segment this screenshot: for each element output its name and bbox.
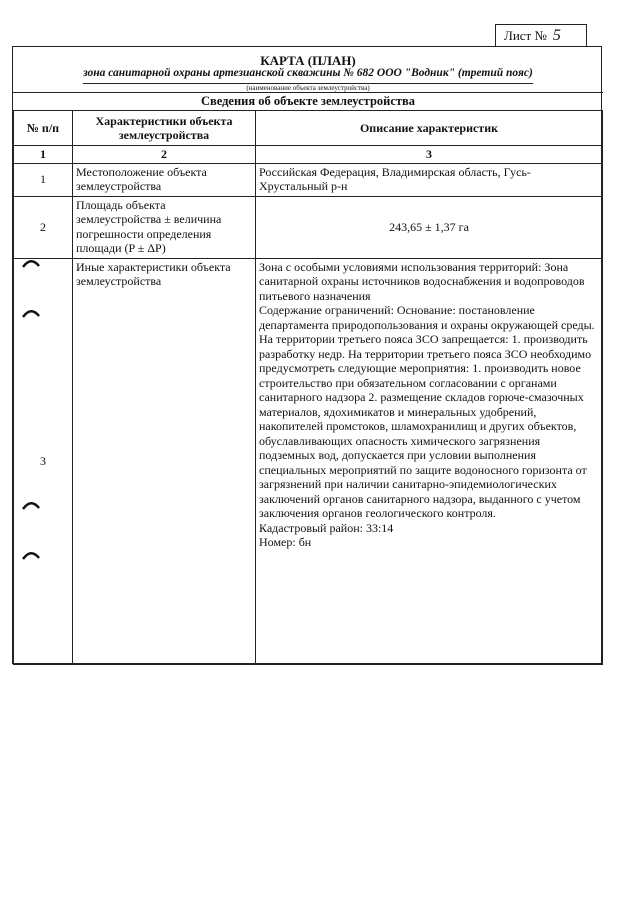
table-row <box>14 258 603 664</box>
header-divider <box>13 92 603 93</box>
row-characteristic: Площадь объекта землеустройства ± величина погрешности определения площади (P ± ΔP) <box>73 196 256 258</box>
col-number-3: 3 <box>256 146 603 164</box>
table-row <box>14 163 603 196</box>
doc-title: КАРТА (ПЛАН) <box>260 53 356 68</box>
row-description <box>256 258 603 664</box>
sheet-number-box <box>495 24 587 46</box>
subtitle-note: (наименование объекта землеустройства) <box>246 84 370 92</box>
col-header-num: № п/п <box>14 111 73 146</box>
info-table <box>13 110 603 665</box>
row-number: 3 <box>14 258 73 664</box>
col-header-characteristic: Характеристики объекта землеустройства <box>73 111 256 146</box>
row-description: 243,65 ± 1,37 га <box>256 196 603 258</box>
row-number: 2 <box>14 196 73 258</box>
description-line: Номер: бн <box>259 535 312 549</box>
description-line: Содержание ограничений: Основание: постановление департамента природопользования и охраны окружающей среды. <box>259 303 595 332</box>
table-row <box>14 196 603 258</box>
col-number-2: 2 <box>73 146 256 164</box>
table-header-row <box>14 111 603 146</box>
binder-hole-mark <box>22 258 40 268</box>
col-header-description: Описание характеристик <box>256 111 603 146</box>
doc-subtitle: зона санитарной охраны артезианской скважины № 682 ООО "Водник" (третий пояс) <box>83 67 533 79</box>
sheet-number: 5 <box>552 26 561 44</box>
description-line: Кадастровый район: 33:14 <box>259 520 394 535</box>
description-line: На территории третьего пояса ЗСО запрещается: 1. производить разработку недр. На территории третьего пояса ЗСО необходимо предусмотреть следующие мероприятия: 1. производить новое строительство при обязательном согласовании с органами санитарного надзора 2. размещение складов горюче-смазочных материалов, ядохимикатов и минеральных удобрений, накопителей промстоков, шламохранилищ и других объектов, обуславливающих опасность химического загрязнения подземных вод, допускается при условии выполнения специальных мероприятий по защите водоносного горизонта от загрязнений при наличии санитарно-эпидемиологических заключений органов санитарного надзора, выданного с учетом заключения органов геологического контроля. <box>259 332 592 520</box>
binder-hole-mark <box>22 550 40 560</box>
binder-hole-mark <box>22 308 40 318</box>
row-characteristic: Местоположение объекта землеустройства <box>73 163 256 196</box>
sheet-label: Лист № <box>504 27 547 43</box>
row-characteristic: Иные характеристики объекта землеустройства <box>73 258 256 664</box>
document-frame <box>12 46 602 664</box>
row-number: 1 <box>14 163 73 196</box>
description-line: Зона с особыми условиями использования территорий: Зона санитарной охраны источников водоснабжения и водопроводов питьевого назначения <box>259 259 585 303</box>
column-number-row <box>14 146 603 164</box>
section-title: Сведения об объекте землеустройства <box>200 94 416 108</box>
col-number-1: 1 <box>14 146 73 164</box>
binder-hole-mark <box>22 500 40 510</box>
row-description: Российская Федерация, Владимирская область, Гусь-Хрустальный р-н <box>256 163 603 196</box>
